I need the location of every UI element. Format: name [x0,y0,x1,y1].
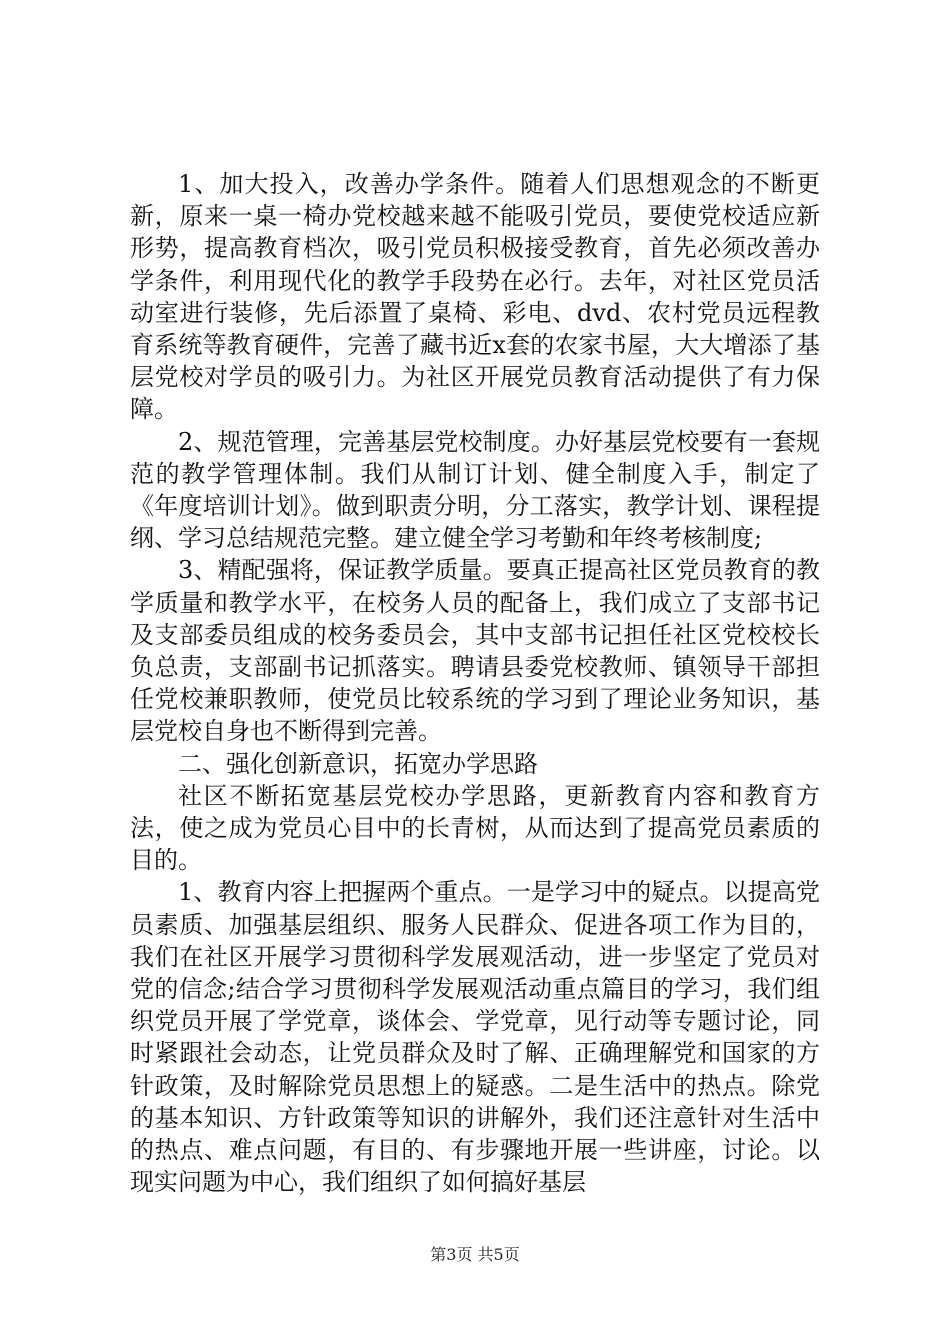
paragraph-management: 2、规范管理，完善基层党校制度。办好基层党校要有一套规范的教学管理体制。我们从制订计划、健全制度入手，制定了《年度培训计划》。做到职责分明，分工落实，教学计划、课程提纲、学习总结规范完整。建立健全学习考勤和年终考核制度; [130,427,820,553]
paragraph-section-intro: 社区不断拓宽基层党校办学思路，更新教育内容和教育方法，使之成为党员心目中的长青树，从而达到了提高党员素质的目的。 [130,781,820,875]
paragraph-invest: 1、加大投入，改善办学条件。随着人们思想观念的不断更新，原来一桌一椅办党校越来越不能吸引党员，要使党校适应新形势，提高教育档次，吸引党员积极接受教育，首先必须改善办学条件，利用现代化的教学手段势在必行。去年，对社区党员活动室进行装修，先后添置了桌椅、彩电、dvd、农村党员远程教育系统等教育硬件，完善了藏书近x套的农家书屋，大大增添了基层党校对学员的吸引力。为社区开展党员教育活动提供了有力保障。 [130,170,820,424]
document-body [130,168,820,1199]
section-heading: 二、强化创新意识，拓宽办学思路 [178,749,538,778]
paragraph-teaching-quality: 3、精配强将，保证教学质量。要真正提高社区党员教育的教学质量和教学水平，在校务人员的配备上，我们成立了支部书记及支部委员组成的校务委员会，其中支部书记担任社区党校校长负总责，支部副书记抓落实。聘请县委党校教师、镇领导干部担任党校兼职教师，使党员比较系统的学习到了理论业务知识，基层党校自身也不断得到完善。 [130,556,820,746]
paragraph-content-focus: 1、教育内容上把握两个重点。一是学习中的疑点。以提高党员素质、加强基层组织、服务人民群众、促进各项工作为目的，我们在社区开展学习贯彻科学发展观活动，进一步坚定了党员对党的信念;结合学习贯彻科学发展观活动重点篇目的学习，我们组织党员开展了学党章，谈体会、学党章，见行动等专题讨论，同时紧跟社会动态，让党员群众及时了解、正确理解党和国家的方针政策，及时解除党员思想上的疑惑。二是生活中的热点。除党的基本知识、方针政策等知识的讲解外，我们还注意针对生活中的热点、难点问题，有目的、有步骤地开展一些讲座，讨论。以现实问题为中心，我们组织了如何搞好基层 [130,878,820,1197]
page-number-footer: 第3页 共5页 [430,1245,520,1264]
